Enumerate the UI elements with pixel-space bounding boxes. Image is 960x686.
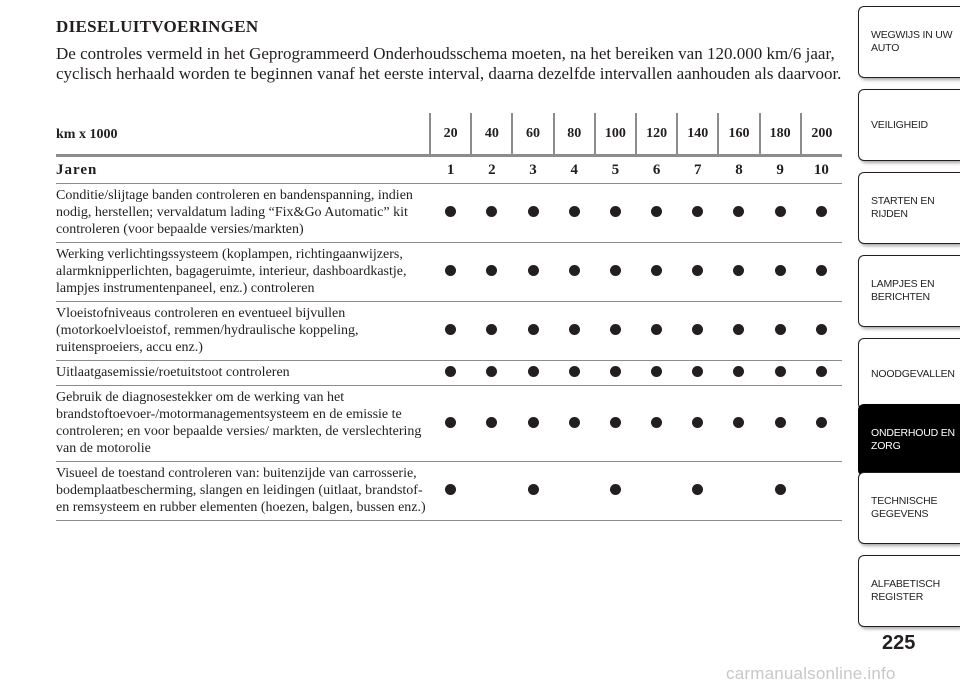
km-interval-60: 60 xyxy=(512,113,553,156)
check-dot-icon xyxy=(775,324,786,335)
km-interval-200: 200 xyxy=(801,113,842,156)
interval-cell xyxy=(760,462,801,521)
tab-noodgevallen[interactable] xyxy=(858,338,960,410)
check-dot-icon xyxy=(486,324,497,335)
check-dot-icon xyxy=(775,484,786,495)
km-interval-100: 100 xyxy=(595,113,636,156)
year-interval-9: 9 xyxy=(760,156,801,184)
interval-cell xyxy=(512,386,553,462)
tab-starten-en-rijden[interactable] xyxy=(858,172,960,244)
interval-cell xyxy=(554,243,595,302)
check-dot-icon xyxy=(733,206,744,217)
km-interval-160: 160 xyxy=(718,113,759,156)
interval-cell xyxy=(801,184,842,243)
check-dot-icon xyxy=(816,366,827,377)
interval-cell xyxy=(512,243,553,302)
year-interval-3: 3 xyxy=(512,156,553,184)
check-description: Vloeistofniveaus controleren en eventueel bijvullen (motorkoelvloeistof, remmen/hydraulische koppeling, ruitensproeiers, accu enz.) xyxy=(56,302,430,361)
check-dot-icon xyxy=(569,324,580,335)
check-dot-icon xyxy=(528,265,539,276)
interval-cell xyxy=(636,184,677,243)
check-dot-icon xyxy=(445,265,456,276)
check-dot-icon xyxy=(651,366,662,377)
interval-cell xyxy=(554,302,595,361)
check-dot-icon xyxy=(569,366,580,377)
interval-cell xyxy=(718,462,759,521)
check-dot-icon xyxy=(486,265,497,276)
schedule-row xyxy=(56,386,842,462)
check-dot-icon xyxy=(775,366,786,377)
check-description: Gebruik de diagnosestekker om de werking van het brandstoftoevoer-/motormanagementsysteem en de emissie te controleren; en voor bepaalde versies/ markten, de verslechtering van de motorolie xyxy=(56,386,430,462)
check-dot-icon xyxy=(816,265,827,276)
check-dot-icon xyxy=(610,366,621,377)
interval-cell xyxy=(471,361,512,386)
check-description: Uitlaatgasemissie/roetuitstoot controleren xyxy=(56,361,430,386)
check-dot-icon xyxy=(610,265,621,276)
interval-cell xyxy=(718,386,759,462)
interval-cell xyxy=(760,386,801,462)
check-dot-icon xyxy=(692,265,703,276)
tab-technische-gegevens[interactable] xyxy=(858,472,960,544)
tab-label: ALFABETISCH REGISTER xyxy=(871,578,940,603)
year-interval-2: 2 xyxy=(471,156,512,184)
year-interval-7: 7 xyxy=(677,156,718,184)
years-label: Jaren xyxy=(56,156,430,184)
interval-cell xyxy=(471,386,512,462)
tab-label: ONDERHOUD EN ZORG xyxy=(871,427,955,452)
tab-lampjes-en-berichten[interactable] xyxy=(858,255,960,327)
check-dot-icon xyxy=(445,206,456,217)
km-interval-80: 80 xyxy=(554,113,595,156)
km-interval-40: 40 xyxy=(471,113,512,156)
interval-cell xyxy=(801,243,842,302)
check-description: Visueel de toestand controleren van: buitenzijde van carrosserie, bodemplaatbescherming, slangen en leidingen (uitlaat, brandstof- en remsysteem en rubber elementen (hoezen, balgen, bussen enz.) xyxy=(56,462,430,521)
interval-cell xyxy=(554,462,595,521)
check-dot-icon xyxy=(816,417,827,428)
interval-cell xyxy=(636,243,677,302)
schedule-row xyxy=(56,243,842,302)
watermark: carmanualsonline.info xyxy=(726,664,896,683)
interval-cell xyxy=(595,361,636,386)
interval-cell xyxy=(677,243,718,302)
interval-cell xyxy=(801,302,842,361)
tab-veiligheid[interactable] xyxy=(858,89,960,161)
km-interval-120: 120 xyxy=(636,113,677,156)
interval-cell xyxy=(554,386,595,462)
tab-alfabetisch-register[interactable] xyxy=(858,555,960,627)
check-dot-icon xyxy=(445,324,456,335)
interval-cell xyxy=(636,386,677,462)
interval-cell xyxy=(801,386,842,462)
check-dot-icon xyxy=(610,484,621,495)
check-dot-icon xyxy=(569,417,580,428)
interval-cell xyxy=(554,361,595,386)
section-heading: DIESELUITVOERINGEN xyxy=(56,17,259,36)
interval-cell xyxy=(636,302,677,361)
check-dot-icon xyxy=(569,206,580,217)
schedule-row xyxy=(56,302,842,361)
check-dot-icon xyxy=(445,366,456,377)
years-header-row xyxy=(56,156,842,184)
interval-cell xyxy=(760,361,801,386)
tab-label: STARTEN EN RIJDEN xyxy=(871,195,935,220)
km-header-row xyxy=(56,113,842,156)
interval-cell xyxy=(760,302,801,361)
interval-cell xyxy=(430,184,471,243)
interval-cell xyxy=(636,462,677,521)
check-dot-icon xyxy=(486,417,497,428)
check-dot-icon xyxy=(610,206,621,217)
interval-cell xyxy=(430,243,471,302)
check-dot-icon xyxy=(528,206,539,217)
interval-cell xyxy=(512,184,553,243)
km-interval-180: 180 xyxy=(760,113,801,156)
interval-cell xyxy=(636,361,677,386)
check-description: Conditie/slijtage banden controleren en bandenspanning, indien nodig, herstellen; vervaldatum lading “Fix&Go Automatic” kit controleren (voor bepaalde versies/markten) xyxy=(56,184,430,243)
schedule-row xyxy=(56,184,842,243)
check-dot-icon xyxy=(651,417,662,428)
year-interval-8: 8 xyxy=(718,156,759,184)
schedule-row xyxy=(56,462,842,521)
check-dot-icon xyxy=(733,324,744,335)
km-interval-140: 140 xyxy=(677,113,718,156)
schedule-row xyxy=(56,361,842,386)
year-interval-10: 10 xyxy=(801,156,842,184)
interval-cell xyxy=(430,386,471,462)
year-interval-1: 1 xyxy=(430,156,471,184)
interval-cell xyxy=(554,184,595,243)
check-dot-icon xyxy=(445,484,456,495)
interval-cell xyxy=(677,302,718,361)
interval-cell xyxy=(430,302,471,361)
intro-paragraph: De controles vermeld in het Geprogrammeerd Onderhoudsschema moeten, na het bereiken van 120.000 km/6 jaar, cyclisch herhaald worden te beginnen vanaf het eerste interval, daarna dezelfde intervallen aanhouden als daarvoor. xyxy=(56,44,842,83)
check-dot-icon xyxy=(528,366,539,377)
check-dot-icon xyxy=(651,324,662,335)
year-interval-4: 4 xyxy=(554,156,595,184)
tab-label: NOODGEVALLEN xyxy=(871,367,955,380)
check-dot-icon xyxy=(610,324,621,335)
maintenance-schedule-table xyxy=(56,113,842,521)
check-dot-icon xyxy=(610,417,621,428)
interval-cell xyxy=(801,462,842,521)
check-dot-icon xyxy=(692,366,703,377)
interval-cell xyxy=(718,243,759,302)
interval-cell xyxy=(595,243,636,302)
check-dot-icon xyxy=(816,324,827,335)
interval-cell xyxy=(595,386,636,462)
km-interval-20: 20 xyxy=(430,113,471,156)
interval-cell xyxy=(512,462,553,521)
tab-label: TECHNISCHE GEGEVENS xyxy=(871,495,938,520)
check-dot-icon xyxy=(528,324,539,335)
check-dot-icon xyxy=(692,484,703,495)
check-dot-icon xyxy=(528,484,539,495)
interval-cell xyxy=(595,302,636,361)
interval-cell xyxy=(677,361,718,386)
interval-cell xyxy=(760,243,801,302)
interval-cell xyxy=(718,361,759,386)
tab-label: LAMPJES EN BERICHTEN xyxy=(871,278,935,303)
km-label: km x 1000 xyxy=(56,113,430,156)
check-dot-icon xyxy=(445,417,456,428)
interval-cell xyxy=(471,184,512,243)
interval-cell xyxy=(677,184,718,243)
tab-onderhoud-en-zorg[interactable] xyxy=(858,404,960,476)
check-dot-icon xyxy=(816,206,827,217)
check-description: Werking verlichtingssysteem (koplampen, richtingaanwijzers, alarmknipperlichten, bagageruimte, interieur, dashboardkastje, lampjes instrumentenpaneel, enz.) controleren xyxy=(56,243,430,302)
check-dot-icon xyxy=(651,206,662,217)
interval-cell xyxy=(677,386,718,462)
interval-cell xyxy=(801,361,842,386)
interval-cell xyxy=(430,361,471,386)
check-dot-icon xyxy=(692,417,703,428)
interval-cell xyxy=(430,462,471,521)
check-dot-icon xyxy=(692,324,703,335)
interval-cell xyxy=(595,462,636,521)
check-dot-icon xyxy=(775,417,786,428)
interval-cell xyxy=(471,302,512,361)
check-dot-icon xyxy=(692,206,703,217)
check-dot-icon xyxy=(486,366,497,377)
interval-cell xyxy=(471,243,512,302)
interval-cell xyxy=(718,302,759,361)
check-dot-icon xyxy=(733,417,744,428)
interval-cell xyxy=(512,302,553,361)
interval-cell xyxy=(471,462,512,521)
year-interval-6: 6 xyxy=(636,156,677,184)
interval-cell xyxy=(595,184,636,243)
check-dot-icon xyxy=(528,417,539,428)
year-interval-5: 5 xyxy=(595,156,636,184)
page-number: 225 xyxy=(882,632,916,654)
check-dot-icon xyxy=(775,206,786,217)
interval-cell xyxy=(760,184,801,243)
interval-cell xyxy=(677,462,718,521)
check-dot-icon xyxy=(651,265,662,276)
check-dot-icon xyxy=(569,265,580,276)
check-dot-icon xyxy=(733,265,744,276)
tab-label: WEGWIJS IN UW AUTO xyxy=(871,29,953,54)
check-dot-icon xyxy=(486,206,497,217)
check-dot-icon xyxy=(775,265,786,276)
interval-cell xyxy=(718,184,759,243)
check-dot-icon xyxy=(733,366,744,377)
tab-wegwijs-in-uw-auto[interactable] xyxy=(858,6,960,78)
interval-cell xyxy=(512,361,553,386)
tab-label: VEILIGHEID xyxy=(871,118,928,131)
